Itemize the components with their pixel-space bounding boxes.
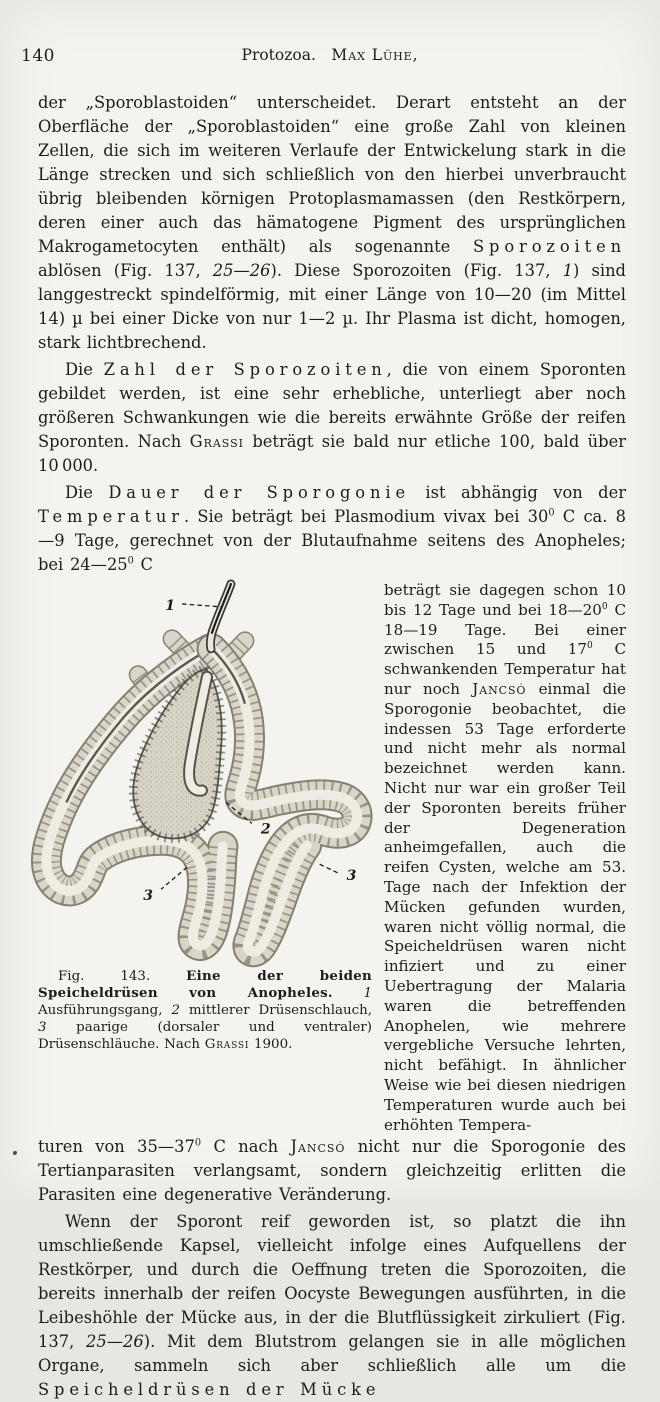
body-text — [38, 91, 626, 1402]
paragraph-dauer-der-sporogonie: Die Dauer der Sporogonie ist abhängig von der Temperatur. Sie beträgt bei Plasmodium vivax bei $30^0$ C ca. 8—9 Tage, gerechnet von der Blutaufnahme seitens des Anopheles; bei $24—25^0$ C — [38, 483, 627, 574]
salivary-gland-illustration — [38, 581, 372, 965]
figure-label-middle-tube: 2 — [260, 821, 271, 838]
figure-block — [38, 581, 372, 1066]
scan-speck — [13, 1151, 17, 1155]
figure-label-duct: 1 — [165, 597, 175, 614]
paragraph-wenn-der-sporont: Wenn der Sporont reif geworden ist, so platzt die ihn umschließende Kapsel, vielleicht infolge eines Aufquellens der Restkörper, und durch die Oeffnung treten die Sporozoiten, die bereits innerhalb der reifen Oocyste Bewegungen ausführten, in die Leibeshöhle der Mücke aus, in der die Blutflüssigkeit zirkuliert (Fig. 137, 25—26). Mit dem Blutstrom gelangen sie in alle möglichen Organe, sammeln sich aber schließlich alle um die Speicheldrüsen der Mücke — [38, 1212, 626, 1400]
leader-line-3-right — [320, 864, 341, 874]
paragraph-sporoblastoiden: der „Sporoblastoiden“ unterscheidet. Derart entsteht an der Oberfläche der „Sporoblastoiden“ eine große Zahl von kleinen Zellen, die sich im weiteren Verlaufe der Entwickelung stark in die Länge strecken und sich schließlich von den hierbei unverbraucht übrig bleibenden körnigen Protoplasmamassen (den Restkörpern, deren einer auch das hämatogene Pigment des ursprünglichen Makrogametocyten enthält) als sogenannte Sporozoiten ablösen (Fig. 137, 25—26). Diese Sporozoiten (Fig. 137, 1) sind langgestreckt spindelförmig, mit einer Länge von 10—20 (im Mittel 14) µ bei einer Dicke von nur 1—2 µ. Ihr Plasma ist dicht, homogen, stark lichtbrechend. — [38, 93, 626, 352]
leader-line-3-left — [161, 867, 187, 889]
page-number: 140 — [21, 46, 55, 66]
figure-label-paired-left: 3 — [143, 888, 154, 905]
paragraph-zahl-der-sporozoiten: Die Zahl der Sporozoiten, die von einem Sporonten gebildet werden, ist eine sehr erhebliche, unterliegt aber noch größeren Schwankungen wie die bereits erwähnte Größe der reifen Sporonten. Nach Grassi beträgt sie bald nur etliche 100, bald über 10 000. — [38, 360, 626, 475]
gland-lateral-tube-right — [212, 649, 357, 952]
paragraph-sporogonie-continuation: turen von $35—37^0$ C nach Jancsó nicht nur die Sporogonie des Tertianparasiten verlangsamt, sondern gleichzeitig erlitten die Parasiten eine degenerative Veränderung. — [38, 1137, 626, 1205]
figure-label-paired-right: 3 — [346, 868, 357, 885]
paragraph-sporogonie-side-column: beträgt sie dagegen schon 10 bis 12 Tage und bei $18—20^0$ C 18—19 Tage. Bei einer zwischen 15 und $17^0$ C schwankenden Temperatur hat nur noch Jancsó einmal die Sporogonie beobachtet, die indessen 53 Tage erforderte und nicht mehr als normal bezeichnet werden kann. Nicht nur war ein großer Teil der Sporonten bereits früher der Degeneration anheimgefallen, auch die reifen Cysten, welche am 53. Tage nach der Infektion der Mücken gefunden wurden, waren nicht völlig normal, die Speicheldrüsen waren nicht infiziert und zu einer Uebertragung der Malaria waren die betreffenden Anophelen, wie mehrere vergebliche Versuche lehrten, nicht befähigt. In ähnlicher Weise wie bei diesen niedrigen Temperaturen wurde auch bei erhöhten Tempera- — [384, 581, 626, 1134]
figure-and-sidetext-row — [38, 581, 626, 1135]
figure-caption: Fig. 143. Eine der beiden Speicheldrüsen von Anopheles. 1 Ausführungsgang, 2 mittlerer Drüsenschlauch, 3 paarige (dorsaler und ventraler) Drüsenschläuche. Nach Grassi 1900. — [38, 968, 373, 1052]
leader-line-1 — [182, 604, 222, 607]
running-header: Protozoa. Max Lühe, — [241, 46, 419, 64]
